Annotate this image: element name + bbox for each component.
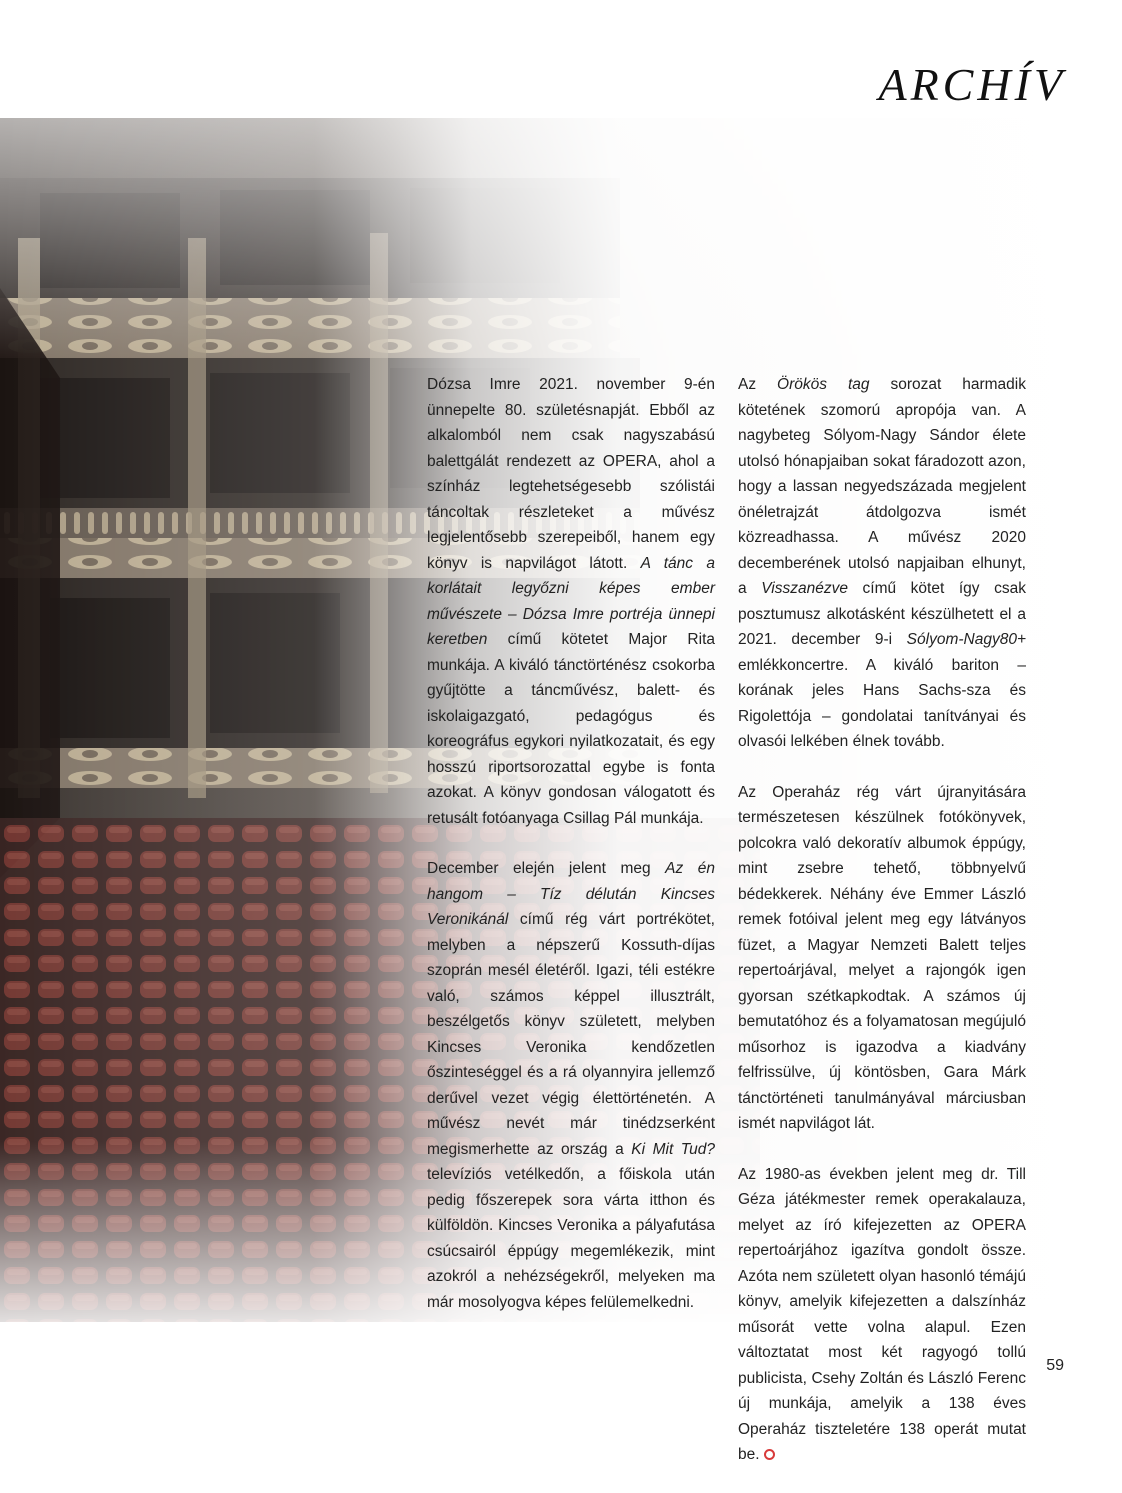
- article-column-right: [738, 372, 1026, 1493]
- paragraph-kincses-veronika: December elején jelent meg Az én hangom – Tíz délután Kincses Veronikánál című rég várt portrékötet, melyben a népszerű Kossuth-díjas szoprán mesél életéről. Igazi, téli estékre való, számos képpel illusztrált, beszélgetős könyv született, melyben Kincses Veronika kendőzetlen őszinteséggel és a rá olyannyira jellemző derűvel vezet végig élettörténetén. A művész nevét már tinédzserként megismerhette az ország a Ki Mit Tud? televíziós vetélkedőn, a főiskola után pedig főszerepek sora várta itthon és külföldön. Kincses Veronika a pályafutása csúcsairól éppúgy megemlékezik, mint azokról a nehézségekről, melyeken ma már mosolyogva képes felülemelkedni.: [427, 860, 715, 1311]
- show-title: Ki Mit Tud?: [631, 1140, 715, 1158]
- book-title: Az én hangom – Tíz délután Kincses Veronikánál: [427, 860, 715, 928]
- paragraph-dozsa-imre: Dózsa Imre 2021. november 9-én ünnepelte 80. születésnapját. Ebből az alkalomból nem csak nagyszabású balettgálát rendezett az OPERA, ahol a színház legtehetségesebb szólistái táncoltak részleteket a művész legjelentősebb szerepeiből, hanem egy könyv is napvilágot látott. A tánc a korlátait legyőzni képes ember művészete – Dózsa Imre portréja ünnepi keretben című kötetet Major Rita munkája. A kiváló tánctörténész csokorba gyűjtötte a táncművész, balett- és iskolaigazgató, pedagógus és koreográfus egykori nyilatkozatait, és egy hosszú riportsorozattal egybe is fonta azokat. A könyv gondosan válogatott és retusált fotóanyaga Csillag Pál munkája.: [427, 376, 715, 827]
- concert-title: Sólyom-Nagy80+: [906, 631, 1026, 648]
- book-title: Visszanézve: [761, 580, 848, 597]
- end-of-article-icon: [764, 1449, 775, 1460]
- paragraph-opera-guide: Az 1980-as években jelent meg dr. Till Géza játékmester remek operakalauza, melyet az író kifejezetten az OPERA repertoárjához igazítva gondolt össze. Azóta nem született olyan hasonló témájú könyv, amelyik kifejezetten a dalszínház műsorát vette volna alapul. Ezen változtatat most két ragyogó tollú publicista, Csehy Zoltán és László Ferenc új munkája, amelyik a 138 éves Operaház tiszteletére 138 operát mutat be.: [738, 1165, 1026, 1463]
- book-title: A tánc a korlátait legyőzni képes ember művészete – Dózsa Imre portréja ünnepi keretben: [427, 554, 715, 648]
- paragraph-solyom-nagy: Az Örökös tag sorozat harmadik kötetének szomorú apropója van. A nagybeteg Sólyom-Nagy Sándor élete utolsó hónapjaiban sokat fáradozott azon, hogy a lassan negyedszázada megjelent önéletrajzát átdolgozva ismét közreadhassa. A művész 2020 decemberének utolsó napjaiban elhunyt, a Visszanézve című kötet így csak posztumusz alkotásként készülhetett el a 2021. december 9-i Sólyom-Nagy80+ emlékkoncertre. A kiváló bariton – korának jeles Hans Sachs-sza és Rigolettója – gondolatai tanítványai és olvasói lelkében élnek tovább.: [738, 376, 1026, 750]
- series-title: Örökös tag: [777, 376, 870, 393]
- article-column-left: [427, 372, 715, 1340]
- paragraph-photobooks: Az Operaház rég várt újranyitására természetesen készülnek fotókönyvek, polcokra való dekoratív albumok éppúgy, mint zsebre tehető, többnyelvű bédekkerek. Néhány éve Emmer László remek fotóival jelent meg egy látványos füzet, a Magyar Nemzeti Balett teljes repertoárjával, melyet a rajongók igen gyorsan szétkapkodtak. A számos új bemutatóhoz és a folyamatosan megújuló műsorhoz is igazodva a kiadvány felfrissülve, új köntösben, Gara Márk tánctörténeti tanulmányával márciusban ismét napvilágot lát.: [738, 783, 1026, 1132]
- page-number: 59: [1046, 1357, 1064, 1374]
- section-title: ARCHÍV: [878, 59, 1066, 110]
